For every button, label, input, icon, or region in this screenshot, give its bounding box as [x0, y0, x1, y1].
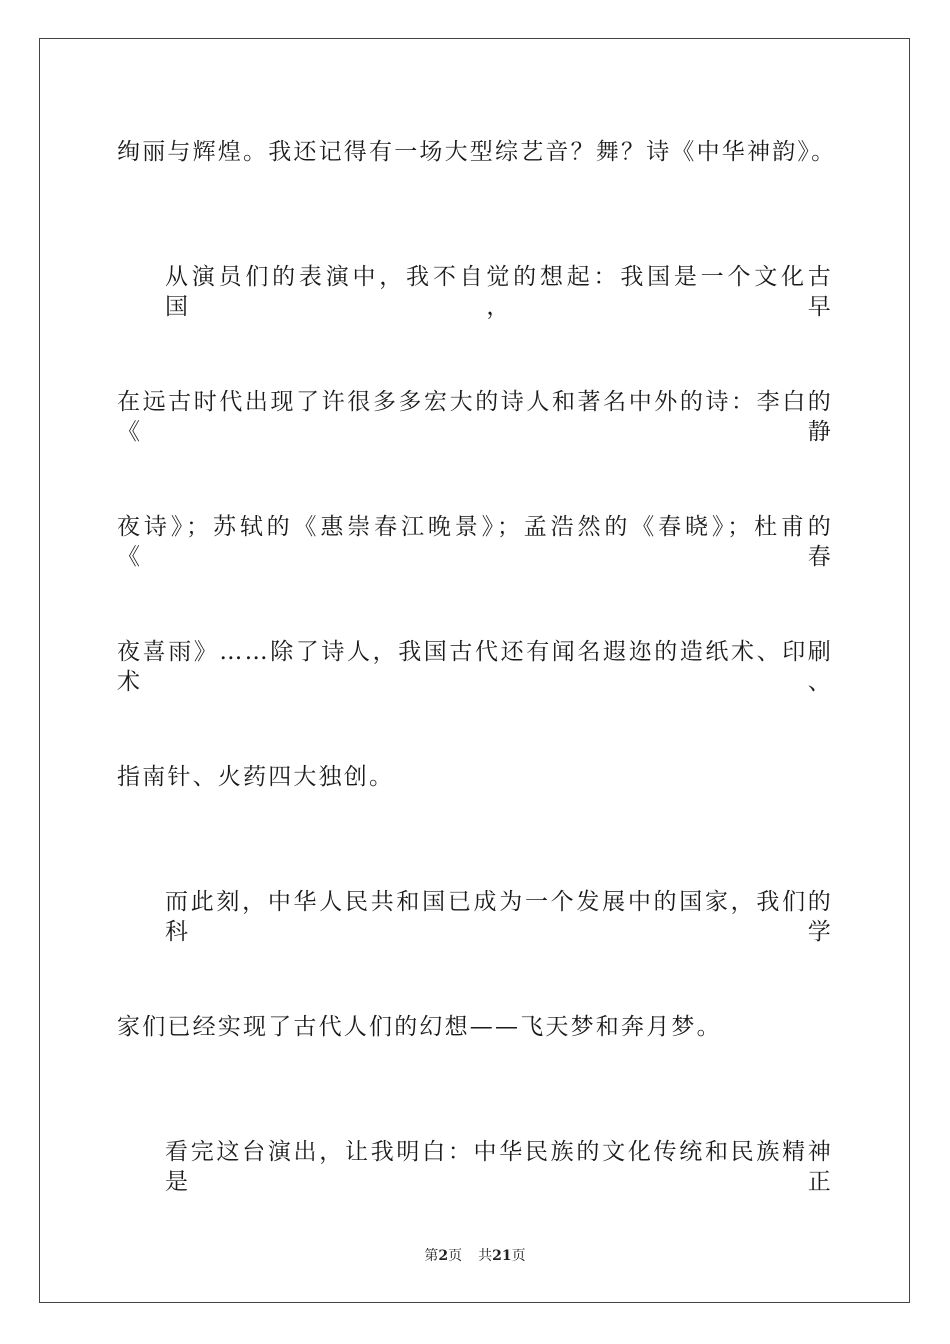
page-prefix: 第: [424, 1248, 439, 1264]
total-pages: 21: [492, 1248, 512, 1264]
page-footer: [0, 1247, 950, 1265]
total-prefix: 共: [478, 1248, 493, 1264]
text-line-8: 家们已经实现了古代人们的幻想——飞天梦和奔月梦。: [117, 1014, 722, 1040]
text-line-4: 夜诗》；苏轼的《惠崇春江晚景》；孟浩然的《春晓》；杜甫的《春: [117, 514, 833, 570]
text-line-9: 看完这台演出，让我明白：中华民族的文化传统和民族精神是正: [165, 1139, 833, 1195]
page-suffix: 页: [448, 1248, 463, 1264]
text-line-5: 夜喜雨》……除了诗人，我国古代还有闻名遐迩的造纸术、印刷术、: [117, 639, 833, 695]
total-suffix: 页: [511, 1248, 526, 1264]
text-line-3: 在远古时代出现了许很多多宏大的诗人和著名中外的诗：李白的《静: [117, 389, 833, 445]
text-line-7: 而此刻，中华人民共和国已成为一个发展中的国家，我们的科学: [165, 889, 833, 945]
text-line-2: 从演员们的表演中，我不自觉的想起：我国是一个文化古国，早: [165, 264, 833, 320]
page-number: 2: [438, 1248, 449, 1264]
text-line-6: 指南针、火药四大独创。: [117, 764, 395, 790]
text-line-1: 绚丽与辉煌。我还记得有一场大型综艺音？舞？诗《中华神韵》。: [117, 139, 837, 165]
